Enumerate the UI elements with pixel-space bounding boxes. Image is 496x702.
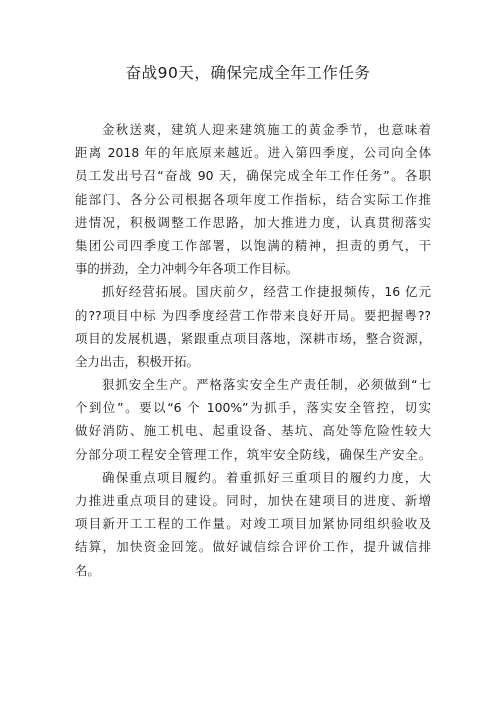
body-text-line: 做好消防、施工机电、起重设备、基坑、高处等危险性较大 bbox=[75, 423, 431, 439]
document-body bbox=[75, 118, 431, 582]
body-text-line: 全力出击，积极开拓。 bbox=[75, 353, 199, 369]
body-text-line: 事的拼劲，全力冲刺今年各项工作目标。 bbox=[75, 261, 299, 277]
body-text-line: 金秋送爽，建筑人迎来建筑施工的黄金季节，也意味着 bbox=[102, 122, 431, 137]
body-text-line: 分部分项工程安全管理工作，筑牢安全防线，确保生产安全。 bbox=[75, 446, 431, 462]
body-text-line: 集团公司四季度工作部署，以饱满的精神，担责的勇气，干 bbox=[75, 237, 431, 253]
body-text-line: 结算，加快资金回笼。做好诚信综合评价工作，提升诚信排 bbox=[75, 539, 431, 555]
body-text-line: 的??项目中标 为四季度经营工作带来良好开局。要把握粤?? bbox=[75, 307, 431, 323]
body-text-line: 项目的发展机遇，紧跟重点项目落地，深耕市场，整合资源， bbox=[75, 330, 431, 346]
body-text-line: 项目新开工工程的工作量。对竣工项目加紧协同组织验收及 bbox=[75, 516, 431, 532]
body-text-line: 力推进重点项目的建设。同时，加快在建项目的进度、新增 bbox=[75, 493, 431, 508]
body-text-line: 狠抓安全生产。严格落实安全生产责任制，必须做到“七 bbox=[102, 377, 431, 393]
body-text-line: 抓好经营拓展。国庆前夕，经营工作捷报频传，16 亿元 bbox=[102, 284, 431, 300]
body-text-line: 个到位”。要以“6 个 100%”为抓手，落实安全管控，切实 bbox=[75, 400, 431, 416]
body-text-line: 距离 2018 年的年底原来越近。进入第四季度，公司向全体 bbox=[75, 145, 431, 161]
body-text-line: 员工发出号召“奋战 90 天，确保完成全年工作任务”。各职 bbox=[75, 168, 431, 184]
body-text-line: 确保重点项目履约。着重抓好三重项目的履约力度，大 bbox=[102, 469, 431, 485]
body-text-line: 名。 bbox=[75, 562, 100, 578]
document-title: 奋战90天，确保完成全年工作任务 bbox=[125, 64, 371, 82]
body-text-line: 能部门、各分公司根据各项年度工作指标，结合实际工作推 bbox=[75, 191, 431, 207]
body-text-line: 进情况，积极调整工作思路，加大推进力度，认真贯彻落实 bbox=[75, 214, 431, 230]
